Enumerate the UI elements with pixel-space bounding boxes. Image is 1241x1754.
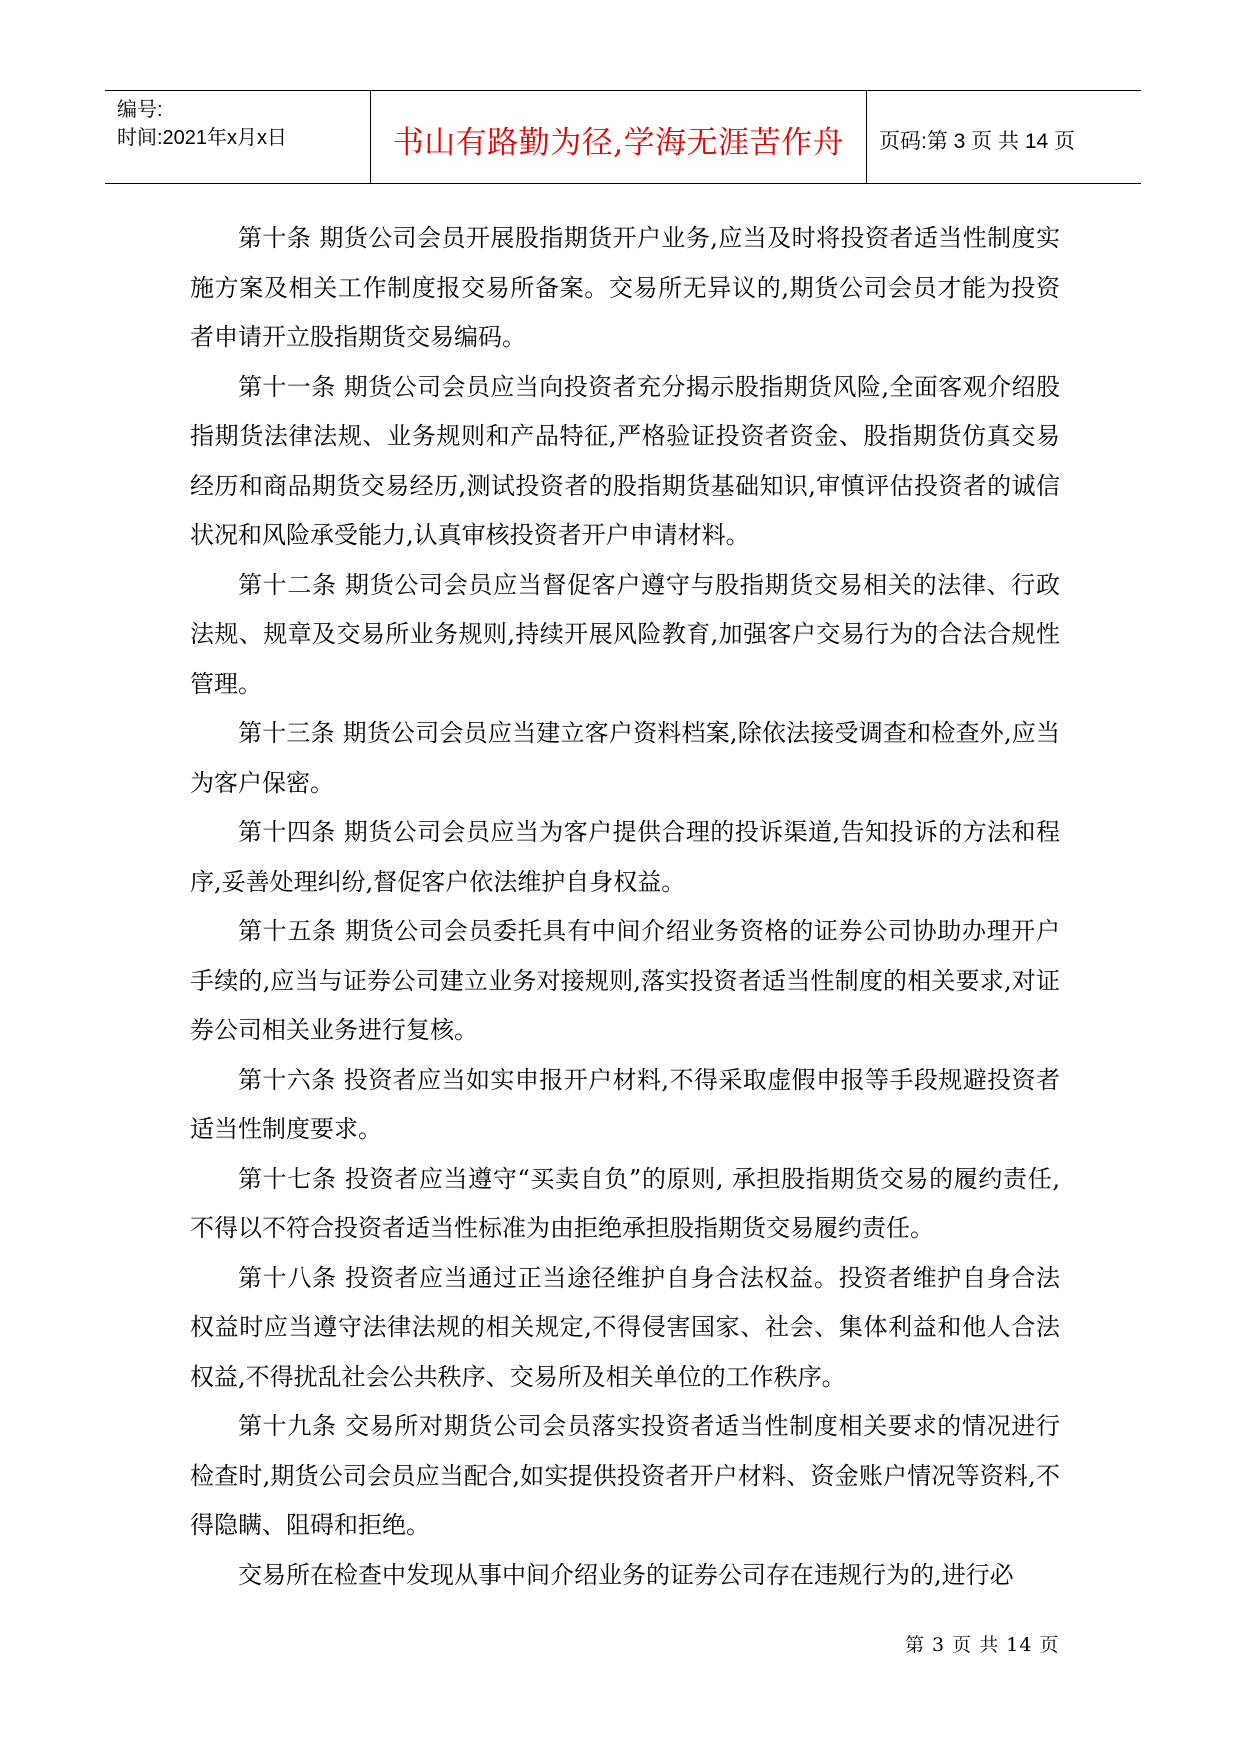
header-motto: 书山有路勤为径,学海无涯苦作舟 (392, 125, 845, 161)
paragraph-article-17: 第十七条 投资者应当遵守“买卖自负”的原则, 承担股指期货交易的履约责任,不得以不符合投资者适当性标准为由拒绝承担股指期货交易履约责任。 (190, 1164, 1060, 1242)
paragraph-article-15: 第十五条 期货公司会员委托具有中间介绍业务资格的证券公司协助办理开户手续的,应当与证券公司建立业务对接规则,落实投资者适当性制度的相关要求,对证券公司相关业务进行复核。 (190, 917, 1060, 1044)
header-right-cell (867, 91, 1141, 183)
paragraph-article-11: 第十一条 期货公司会员应当向投资者充分揭示股指期货风险,全面客观介绍股指期货法律法规、业务规则和产品特征,严格验证投资者资金、股指期货仿真交易经历和商品期货交易经历,测试投资者的股指期货基础知识,审慎评估投资者的诚信状况和风险承受能力,认真审核投资者开户申请材料。 (190, 372, 1060, 549)
paragraph-article-13: 第十三条 期货公司会员应当建立客户资料档案,除依法接受调查和检查外,应当为客户保密。 (190, 719, 1060, 797)
paragraph-article-14: 第十四条 期货公司会员应当为客户提供合理的投诉渠道,告知投诉的方法和程序,妥善处理纠纷,督促客户依法维护自身权益。 (190, 818, 1060, 896)
document-number-label: 编号: (117, 99, 163, 121)
paragraph-article-19: 第十九条 交易所对期货公司会员落实投资者适当性制度相关要求的情况进行检查时,期货公司会员应当配合,如实提供投资者开户材料、资金账户情况等资料,不得隐瞒、阻碍和拒绝。 (190, 1412, 1060, 1539)
header-left-cell (105, 91, 370, 183)
paragraph-article-10: 第十条 期货公司会员开展股指期货开户业务,应当及时将投资者适当性制度实施方案及相关工作制度报交易所备案。交易所无异议的,期货公司会员才能为投资者申请开立股指期货交易编码。 (190, 224, 1060, 351)
page-footer: 第 3 页 共 14 页 (905, 1634, 1060, 1656)
paragraph-article-16: 第十六条 投资者应当如实申报开户材料,不得采取虚假申报等手段规避投资者适当性制度要求。 (190, 1065, 1060, 1143)
paragraph-article-12: 第十二条 期货公司会员应当督促客户遵守与股指期货交易相关的法律、行政法规、规章及交易所业务规则,持续开展风险教育,加强客户交易行为的合法合规性管理。 (190, 570, 1060, 698)
header-middle-cell (370, 91, 867, 183)
document-header (105, 90, 1141, 184)
paragraph-article-18: 第十八条 投资者应当通过正当途径维护自身合法权益。投资者维护自身合法权益时应当遵守法律法规的相关规定,不得侵害国家、社会、集体利益和他人合法权益,不得扰乱社会公共秩序、交易所及相关单位的工作秩序。 (190, 1263, 1060, 1391)
document-time-label: 时间:2021年x月x日 (117, 127, 288, 149)
document-body (190, 214, 1060, 1600)
paragraph-continuation: 交易所在检查中发现从事中间介绍业务的证券公司存在违规行为的,进行必 (238, 1560, 1014, 1589)
header-page-info: 页码:第 3 页 共 14 页 (879, 130, 1076, 153)
